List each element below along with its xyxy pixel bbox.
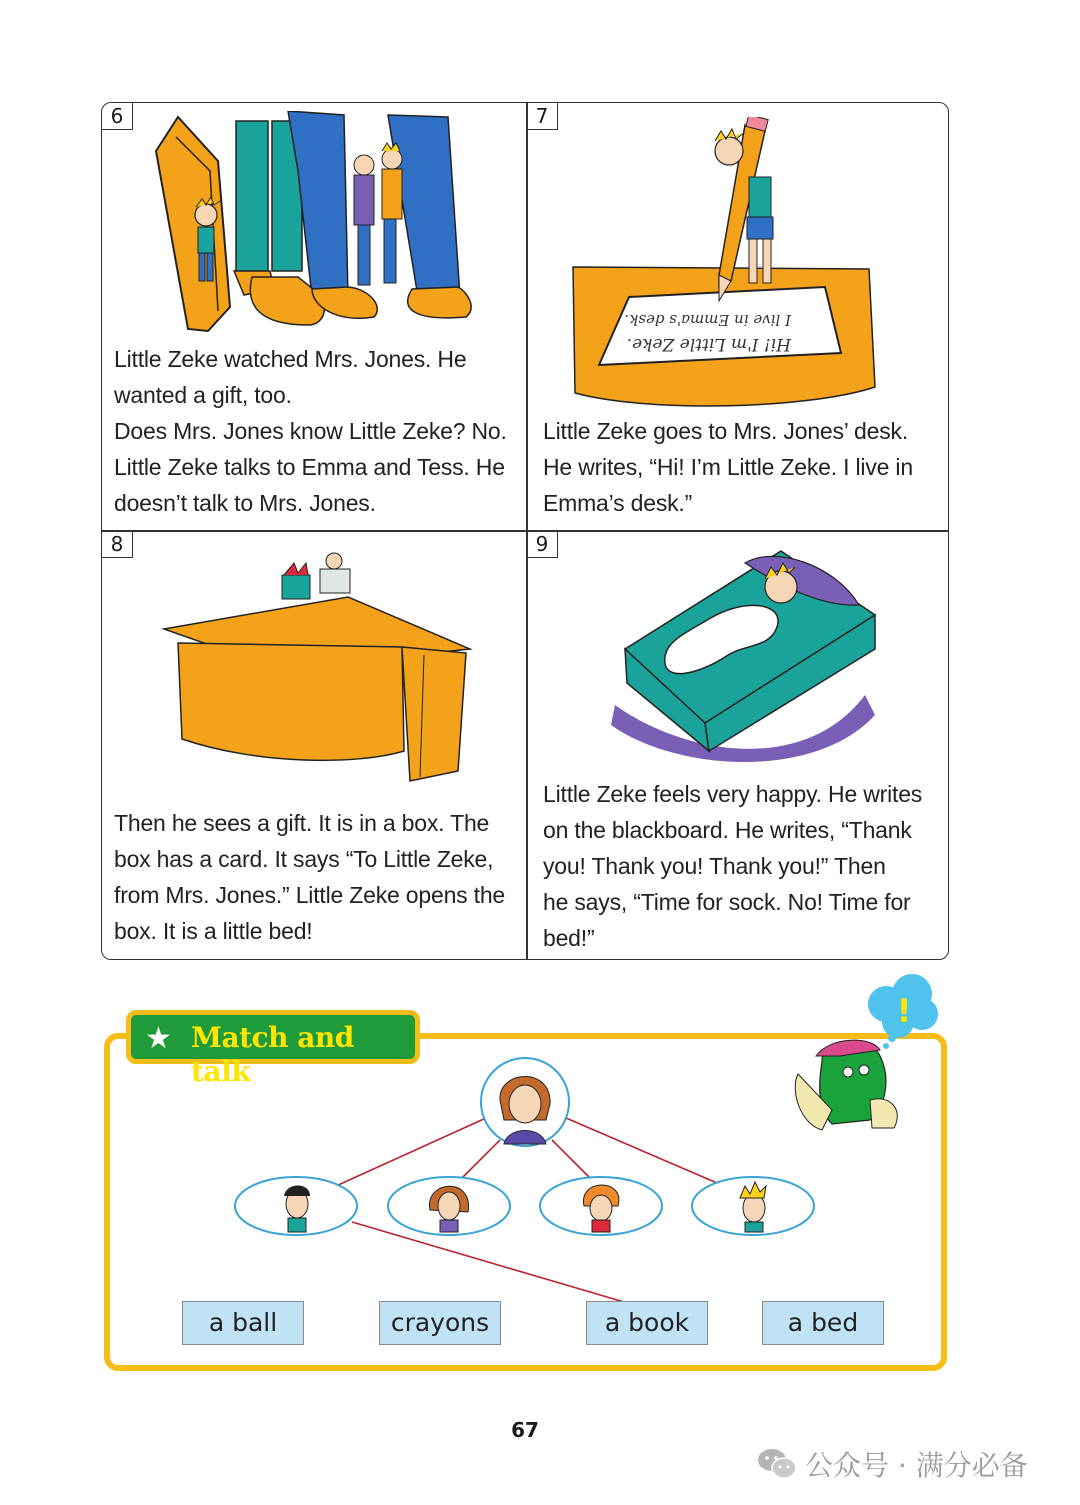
- kid-portrait-3[interactable]: [540, 1177, 662, 1235]
- text-line: Little Zeke talks to Emma and Tess. He: [114, 454, 505, 480]
- word-card-bed[interactable]: a bed: [762, 1301, 884, 1345]
- text-line: Then he sees a gift. It is in a box. The: [114, 810, 490, 836]
- text-line: doesn’t talk to Mrs. Jones.: [114, 490, 376, 516]
- connector-line: [552, 1140, 592, 1180]
- watermark: [757, 1444, 1028, 1484]
- mrs-jones-portrait[interactable]: [481, 1058, 569, 1146]
- panel-number: 8: [102, 531, 133, 558]
- text-line: box. It is a little bed!: [114, 918, 313, 944]
- connector-line: [566, 1118, 724, 1186]
- activity-title: Match and talk: [191, 1021, 354, 1088]
- wechat-icon: [757, 1446, 797, 1482]
- text-line: Emma’s desk.”: [543, 490, 693, 516]
- text-line: from Mrs. Jones.” Little Zeke opens the: [114, 882, 506, 908]
- text-line: He writes, “Hi! I’m Little Zeke. I live in: [543, 454, 913, 480]
- text-line: Little Zeke watched Mrs. Jones. He: [114, 346, 467, 372]
- text-line: wanted a gift, too.: [114, 382, 292, 408]
- note-line: I live in Emma's desk.: [624, 311, 791, 329]
- kid-portrait-4-zeke[interactable]: [692, 1177, 814, 1235]
- text-line: Little Zeke goes to Mrs. Jones’ desk.: [543, 418, 909, 444]
- text-line: on the blackboard. He writes, “Thank: [543, 817, 912, 843]
- kid-portrait-1[interactable]: [235, 1177, 357, 1235]
- word-card-book[interactable]: a book: [586, 1301, 708, 1345]
- text-line: bed!”: [543, 925, 595, 951]
- exclamation-mark: !: [896, 992, 912, 1030]
- word-card-crayons[interactable]: crayons: [379, 1301, 501, 1345]
- text-line: Does Mrs. Jones know Little Zeke? No.: [114, 418, 507, 444]
- thought-bubble-icon: [868, 974, 938, 1049]
- text-line: you! Thank you! Thank you!” Then: [543, 853, 886, 879]
- text-line: box has a card. It says “To Little Zeke,: [114, 846, 494, 872]
- star-icon: ★: [145, 1022, 172, 1055]
- panel-number: 7: [527, 103, 558, 130]
- note-line: Hi! I'm Little Zeke.: [626, 334, 791, 354]
- kid-portrait-2[interactable]: [388, 1177, 510, 1235]
- word-card-ball[interactable]: a ball: [182, 1301, 304, 1345]
- panel-number: 6: [102, 103, 133, 130]
- watermark-text: 公众号 · 满分必备: [805, 1449, 1028, 1482]
- page-number: 67: [511, 1418, 539, 1442]
- connector-line: [460, 1140, 500, 1180]
- text-line: he says, “Time for sock. No! Time for: [543, 889, 911, 915]
- dinosaur-mascot-icon: [795, 1040, 897, 1130]
- panel-number: 9: [527, 531, 558, 558]
- text-line: Little Zeke feels very happy. He writes: [543, 781, 923, 807]
